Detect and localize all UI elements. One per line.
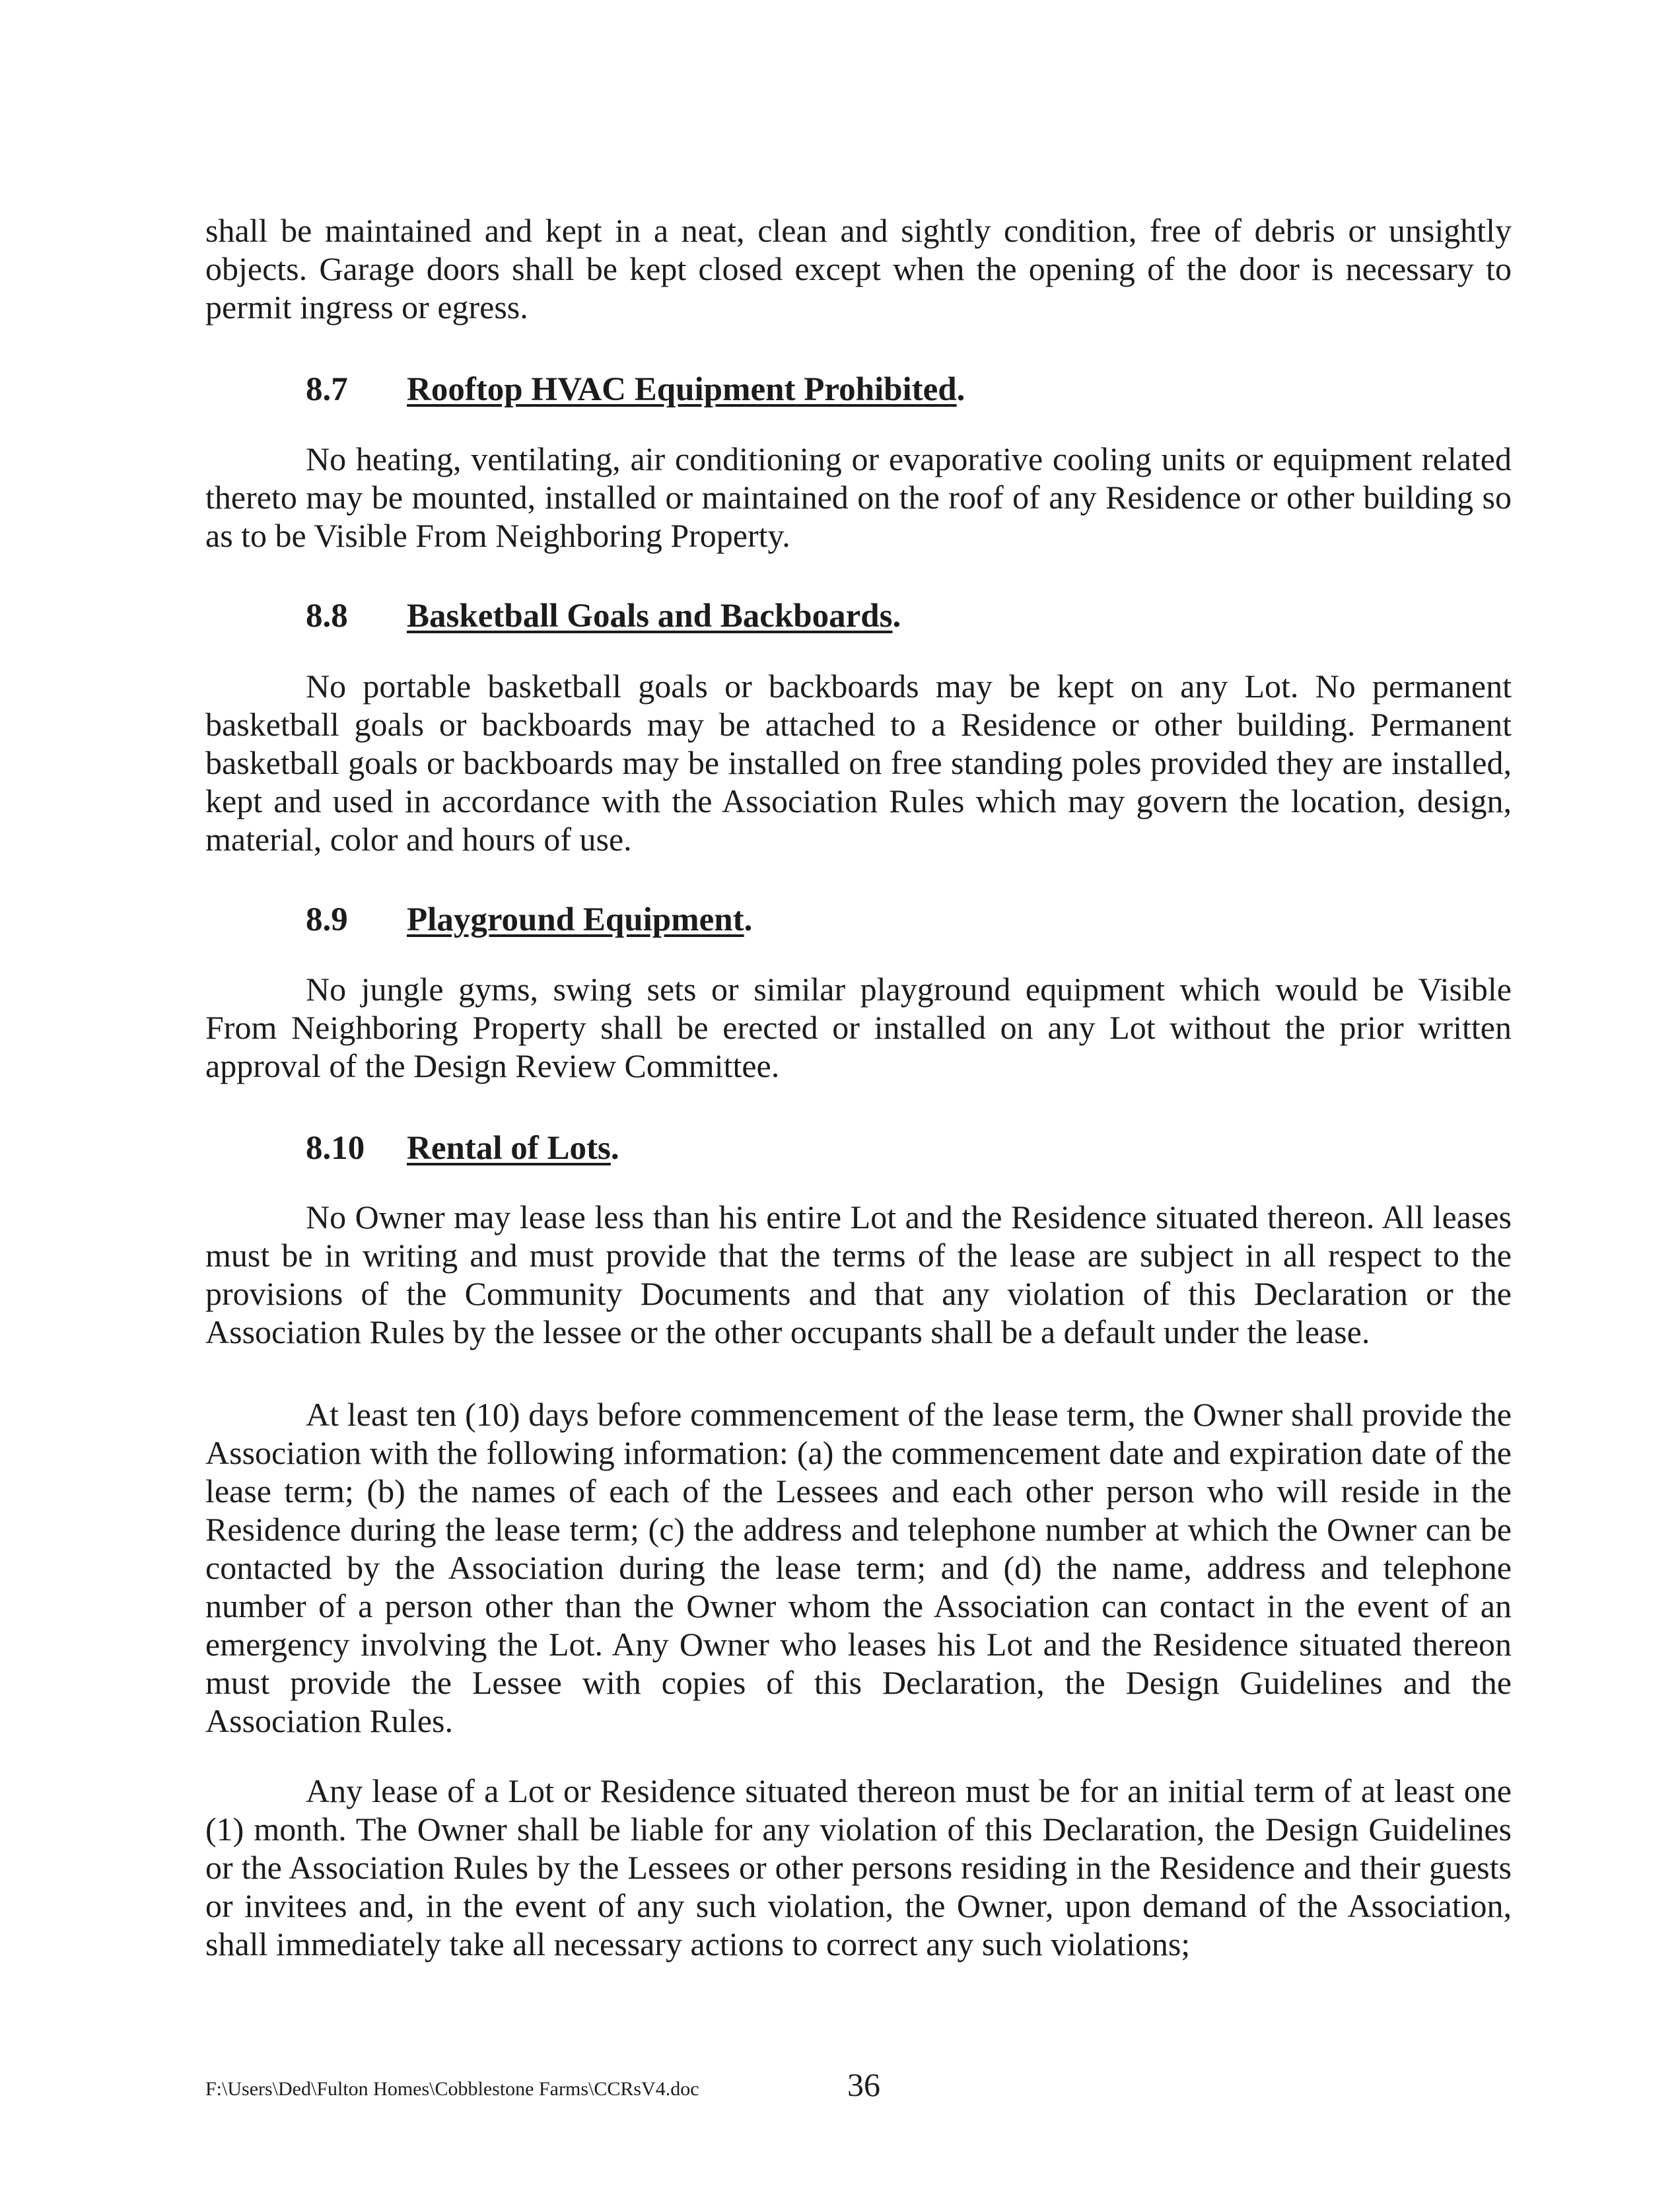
section-8-9-paragraph: No jungle gyms, swing sets or similar playground equipment which would be Visible From Neighboring Property shall be erected or installed on any Lot without the prior written approval of the Design Review Committee. — [205, 971, 1512, 1084]
section-number: 8.9 — [306, 901, 348, 938]
continuation-paragraph: shall be maintained and kept in a neat, clean and sightly condition, free of debris or unsightly objects. Garage doors shall be kept closed except when the opening of the door is necessary to permit ingress or egress. — [205, 212, 1512, 326]
section-title: Playground Equipment — [407, 901, 744, 938]
section-number: 8.10 — [306, 1130, 365, 1167]
section-number: 8.7 — [306, 371, 348, 408]
section-heading-8-10: 8.10 Rental of Lots. — [306, 1130, 619, 1167]
section-title: Basketball Goals and Backboards — [407, 598, 893, 635]
section-8-8-paragraph: No portable basketball goals or backboards may be kept on any Lot. No permanent basketball goals or backboards may be attached to a Residence or other building. Permanent basketball goals or backboards may be installed on free standing poles provided they are installed, kept and used in accordance with the Association Rules which may govern the location, design, material, color and hours of use. — [205, 668, 1512, 858]
section-heading-8-7: 8.7 Rooftop HVAC Equipment Prohibited. — [306, 371, 965, 408]
section-heading-8-8: 8.8 Basketball Goals and Backboards. — [306, 598, 901, 635]
page-number: 36 — [847, 2066, 880, 2103]
section-number: 8.8 — [306, 598, 348, 635]
section-heading-8-9: 8.9 Playground Equipment. — [306, 901, 753, 938]
section-8-10-paragraph-3: Any lease of a Lot or Residence situated thereon must be for an initial term of at least one (1) month. The Owner shall be liable for any violation of this Declaration, the Design Guidelines or the Association Rules by the Lessees or other persons residing in the Residence and their guests or invitees and, in the event of any such violation, the Owner, upon demand of the Association, shall immediately take all necessary actions to correct any such violations; — [205, 1772, 1512, 1962]
section-8-7-paragraph: No heating, ventilating, air conditioning or evaporative cooling units or equipment related thereto may be mounted, installed or maintained on the roof of any Residence or other building so as to be Visible From Neighboring Property. — [205, 440, 1512, 554]
footer-file-path: F:\Users\Ded\Fulton Homes\Cobblestone Farms\CCRsV4.doc — [205, 2078, 699, 2100]
section-8-10-paragraph-1: No Owner may lease less than his entire Lot and the Residence situated thereon. All leases must be in writing and must provide that the terms of the lease are subject in all respect to the provisions of the Community Documents and that any violation of this Declaration or the Association Rules by the lessee or the other occupants shall be a default under the lease. — [205, 1198, 1512, 1350]
section-title: Rooftop HVAC Equipment Prohibited — [407, 371, 957, 408]
section-8-10-paragraph-2: At least ten (10) days before commencement of the lease term, the Owner shall provide the Association with the following information: (a) the commencement date and expiration date of the lease term; (b) the names of each of the Lessees and each other person who will reside in the Residence during the lease term; (c) the address and telephone number at which the Owner can be contacted by the Association during the lease term; and (d) the name, address and telephone number of a person other than the Owner whom the Association can contact in the event of an emergency involving the Lot. Any Owner who leases his Lot and the Residence situated thereon must provide the Lessee with copies of this Declaration, the Design Guidelines and the Association Rules. — [205, 1396, 1512, 1739]
section-title: Rental of Lots — [407, 1130, 611, 1167]
